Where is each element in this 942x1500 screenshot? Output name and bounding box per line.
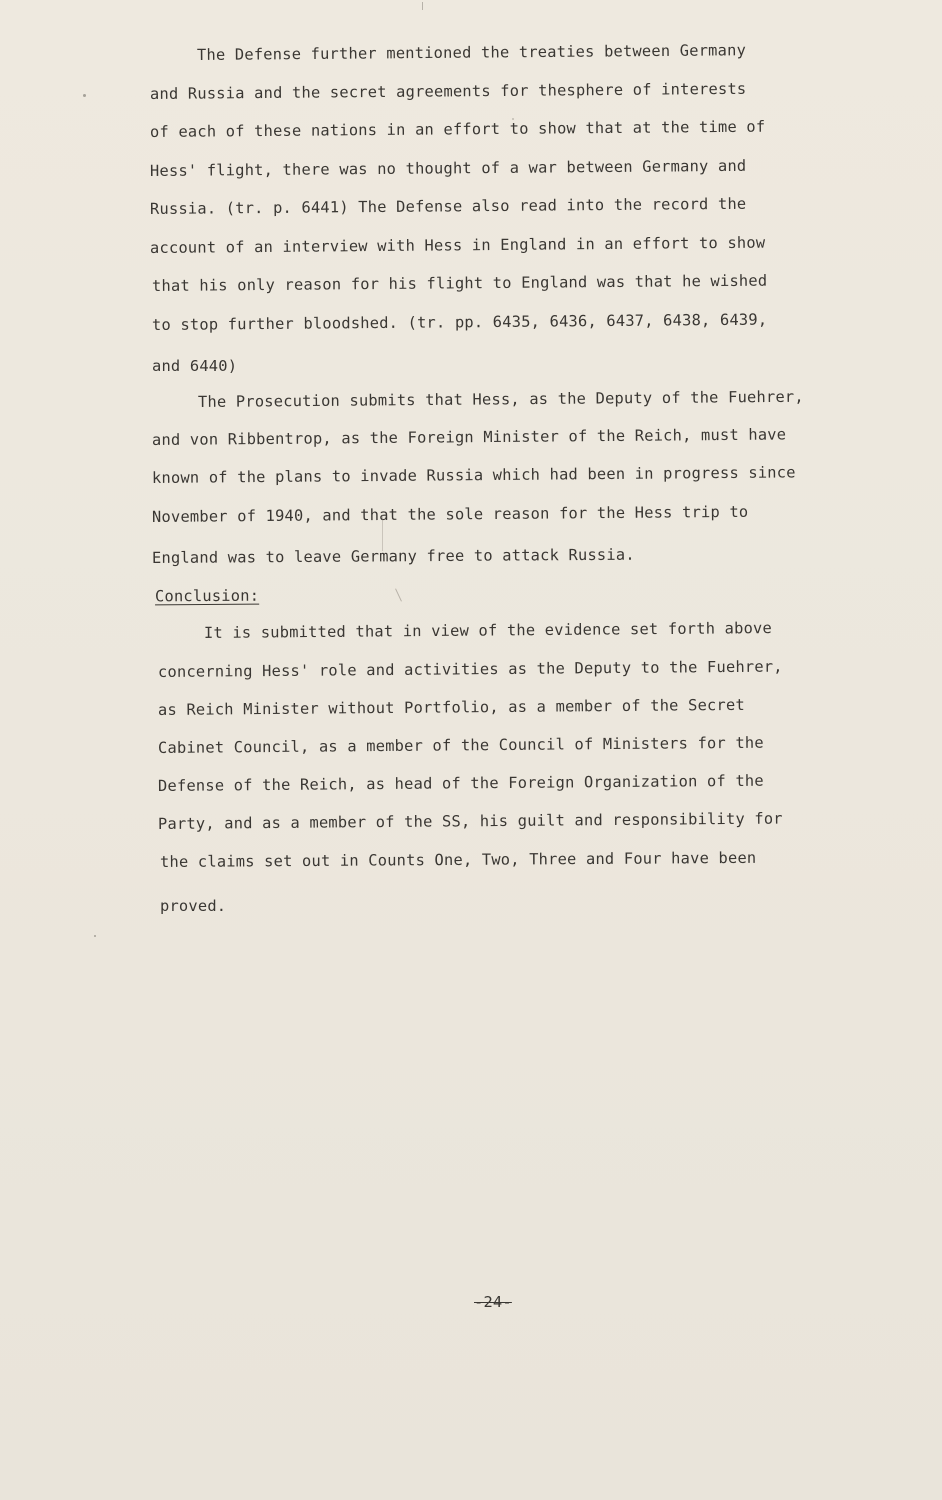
text-line: Hess' flight, there was no thought of a war between Germany and bbox=[149, 156, 747, 180]
paper-mark bbox=[395, 588, 402, 601]
paper-mark bbox=[382, 515, 383, 551]
text-line: and Russia and the secret agreements for thesphere of interests bbox=[149, 79, 747, 103]
text-line: Party, and as a member of the SS, his guilt and responsibility for bbox=[157, 809, 783, 833]
text-line: to stop further bloodshed. (tr. pp. 6435, 6436, 6437, 6438, 6439, bbox=[151, 310, 768, 334]
text-line: and von Ribbentrop, as the Foreign Minister of the Reich, must have bbox=[151, 425, 787, 449]
text-line: Defense of the Reich, as head of the Foreign Organization of the bbox=[157, 771, 764, 795]
text-line: The Prosecution submits that Hess, as the Deputy of the Fuehrer, bbox=[197, 387, 804, 411]
text-line: proved. bbox=[160, 897, 227, 915]
text-line: and 6440) bbox=[152, 357, 238, 375]
paper-speck bbox=[83, 94, 86, 97]
text-line: the claims set out in Counts One, Two, Three and Four have been bbox=[159, 848, 757, 871]
paper-mark bbox=[422, 2, 423, 10]
paper-speck bbox=[512, 118, 514, 120]
text-line: as Reich Minister without Portfolio, as a member of the Secret bbox=[157, 695, 745, 719]
text-line: account of an interview with Hess in England in an effort to show bbox=[149, 233, 766, 257]
text-line: known of the plans to invade Russia which had been in progress since bbox=[151, 463, 796, 487]
text-line: that his only reason for his flight to England was that he wished bbox=[151, 271, 768, 295]
text-line: England was to leave Germany free to attack Russia. bbox=[151, 545, 635, 567]
text-line: It is submitted that in view of the evidence set forth above bbox=[203, 619, 773, 642]
text-line: of each of these nations in an effort to show that at the time of bbox=[149, 117, 766, 141]
paper-speck bbox=[94, 935, 96, 937]
text-line: November of 1940, and that the sole reason for the Hess trip to bbox=[151, 502, 749, 526]
text-line: The Defense further mentioned the treaties between Germany bbox=[196, 41, 747, 64]
text-line: concerning Hess' role and activities as the Deputy to the Fuehrer, bbox=[157, 657, 783, 681]
text-line: Russia. (tr. p. 6441) The Defense also read into the record the bbox=[149, 194, 747, 218]
conclusion-heading: Conclusion: bbox=[154, 586, 260, 606]
page-number: -24- bbox=[474, 1293, 512, 1311]
text-line: Cabinet Council, as a member of the Council of Ministers for the bbox=[157, 733, 764, 757]
